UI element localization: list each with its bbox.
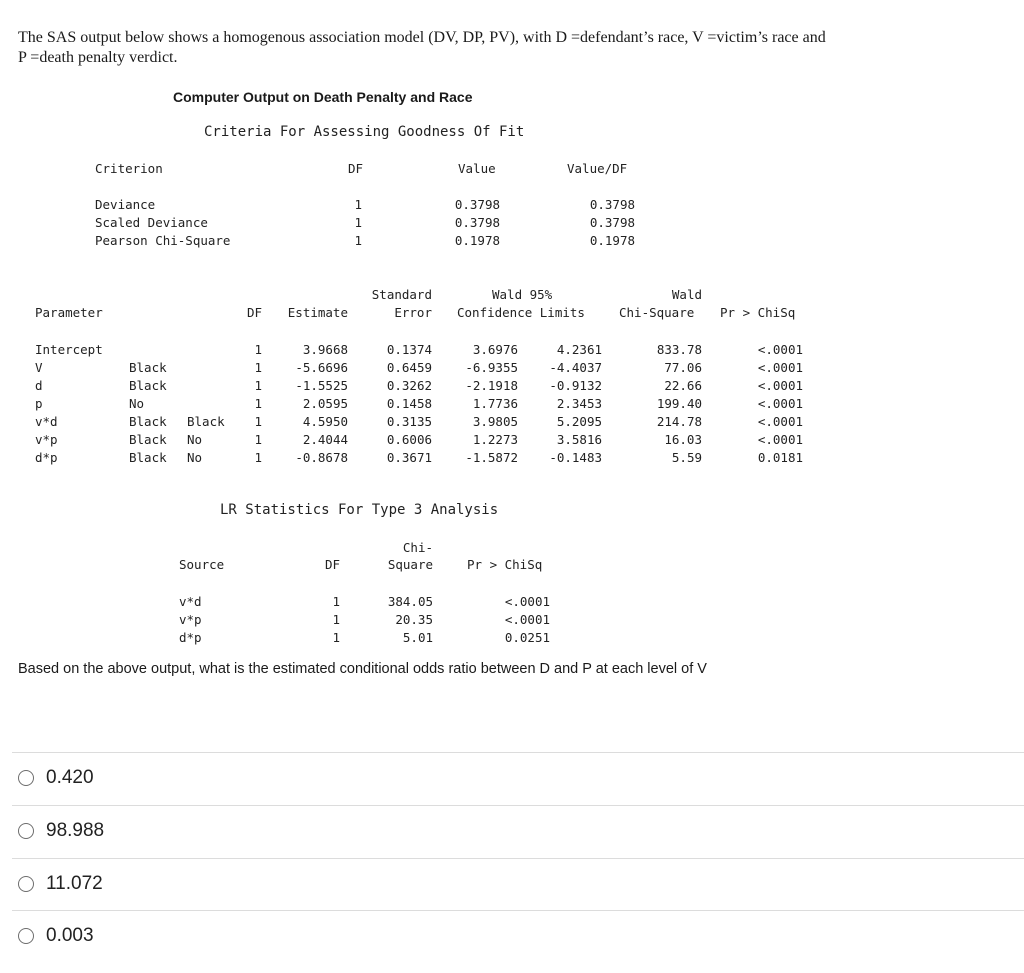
param-name: Intercept: [35, 342, 103, 357]
param-upper-cl: 5.2095: [556, 414, 602, 429]
lr-source: d*p: [179, 630, 202, 645]
param-upper-cl: -0.1483: [549, 450, 602, 465]
param-estimate: -0.8678: [295, 450, 348, 465]
param-upper-cl: 4.2361: [556, 342, 602, 357]
param-upper-cl: -4.4037: [549, 360, 602, 375]
output-title: Computer Output on Death Penalty and Race: [173, 89, 473, 105]
param-std-error: 0.6006: [386, 432, 432, 447]
gof-value-df: 0.3798: [589, 197, 635, 212]
param-name: d*p: [35, 450, 58, 465]
gof-header-value-df: Value/DF: [567, 161, 628, 176]
param-level-1: Black: [129, 414, 167, 429]
divider: [12, 752, 1024, 753]
param-std-error: 0.3671: [386, 450, 432, 465]
lr-header-prchisq: Pr > ChiSq: [467, 557, 543, 572]
answer-option-1[interactable]: [18, 763, 94, 793]
param-std-error: 0.3262: [386, 378, 432, 393]
gof-title: Criteria For Assessing Goodness Of Fit: [204, 124, 525, 140]
divider: [12, 858, 1024, 859]
answer-option-2[interactable]: [18, 816, 104, 846]
gof-header-df: DF: [348, 161, 364, 176]
param-header-error: Error: [394, 305, 432, 320]
param-upper-cl: 3.5816: [556, 432, 602, 447]
param-lower-cl: 3.9805: [472, 414, 518, 429]
param-std-error: 0.1458: [386, 396, 432, 411]
param-lower-cl: -6.9355: [465, 360, 518, 375]
param-chisquare: 214.78: [656, 414, 702, 429]
param-header-prchisq: Pr > ChiSq: [720, 305, 796, 320]
param-prchisq: 0.0181: [757, 450, 803, 465]
radio-icon[interactable]: [18, 876, 34, 892]
param-name: p: [35, 396, 43, 411]
answer-option-label: 0.420: [46, 767, 94, 788]
param-df: 1: [254, 396, 262, 411]
lr-source: v*d: [179, 594, 202, 609]
radio-icon[interactable]: [18, 823, 34, 839]
param-prchisq: <.0001: [757, 432, 803, 447]
lr-chisquare: 5.01: [402, 630, 433, 645]
lr-header-square: Square: [387, 557, 433, 572]
answer-option-label: 11.072: [46, 873, 103, 894]
answer-option-4[interactable]: [18, 921, 94, 951]
param-level-2: Black: [187, 414, 225, 429]
gof-df: 1: [354, 233, 362, 248]
gof-df: 1: [354, 197, 362, 212]
intro-line-2: P =death penalty verdict.: [18, 49, 178, 66]
lr-df: 1: [332, 594, 340, 609]
gof-value: 0.1978: [454, 233, 500, 248]
param-df: 1: [254, 378, 262, 393]
param-name: v*p: [35, 432, 58, 447]
param-name: d: [35, 378, 43, 393]
lr-df: 1: [332, 630, 340, 645]
intro-line-1: The SAS output below shows a homogenous association model (DV, DP, PV), with D =defendant’s race, V =victim’s race and: [18, 29, 826, 46]
param-level-1: Black: [129, 378, 167, 393]
param-header-df: DF: [246, 305, 262, 320]
lr-prchisq: 0.0251: [504, 630, 550, 645]
param-prchisq: <.0001: [757, 378, 803, 393]
lr-header-source: Source: [179, 557, 225, 572]
radio-icon[interactable]: [18, 770, 34, 786]
param-df: 1: [254, 360, 262, 375]
gof-value: 0.3798: [454, 215, 500, 230]
gof-header-criterion: Criterion: [95, 161, 163, 176]
param-lower-cl: -1.5872: [465, 450, 518, 465]
param-prchisq: <.0001: [757, 360, 803, 375]
param-chisquare: 199.40: [656, 396, 702, 411]
param-lower-cl: 1.2273: [472, 432, 518, 447]
lr-df: 1: [332, 612, 340, 627]
lr-header-chi: Chi-: [402, 540, 433, 555]
param-estimate: -1.5525: [295, 378, 348, 393]
answer-option-label: 98.988: [46, 820, 105, 841]
gof-criterion: Pearson Chi-Square: [95, 233, 231, 248]
param-std-error: 0.6459: [386, 360, 432, 375]
lr-chisquare: 384.05: [387, 594, 433, 609]
lr-chisquare: 20.35: [395, 612, 433, 627]
param-df: 1: [254, 432, 262, 447]
answer-option-label: 0.003: [46, 925, 94, 946]
param-lower-cl: 1.7736: [472, 396, 518, 411]
param-prchisq: <.0001: [757, 414, 803, 429]
param-header-estimate: Estimate: [287, 305, 348, 320]
question-text: Based on the above output, what is the estimated conditional odds ratio between D and P at each level of V: [18, 661, 707, 677]
param-chisquare: 77.06: [664, 360, 702, 375]
gof-value-df: 0.1978: [589, 233, 635, 248]
param-estimate: 3.9668: [302, 342, 348, 357]
param-df: 1: [254, 450, 262, 465]
param-prchisq: <.0001: [757, 342, 803, 357]
param-header-parameter: Parameter: [35, 305, 103, 320]
lr-prchisq: <.0001: [504, 594, 550, 609]
param-estimate: 2.4044: [302, 432, 348, 447]
gof-value: 0.3798: [454, 197, 500, 212]
param-level-1: Black: [129, 360, 167, 375]
gof-value-df: 0.3798: [589, 215, 635, 230]
gof-df: 1: [354, 215, 362, 230]
divider: [12, 805, 1024, 806]
param-chisquare: 833.78: [656, 342, 702, 357]
param-std-error: 0.1374: [386, 342, 432, 357]
lr-source: v*p: [179, 612, 202, 627]
param-header-chisquare: Chi-Square: [619, 305, 695, 320]
param-level-2: No: [187, 450, 203, 465]
param-estimate: -5.6696: [295, 360, 348, 375]
divider: [12, 910, 1024, 911]
param-header-standard: Standard: [371, 287, 432, 302]
gof-criterion: Scaled Deviance: [95, 215, 208, 230]
gof-header-value: Value: [458, 161, 496, 176]
param-df: 1: [254, 414, 262, 429]
answer-option-3[interactable]: [18, 869, 103, 899]
param-lower-cl: -2.1918: [465, 378, 518, 393]
param-std-error: 0.3135: [386, 414, 432, 429]
param-chisquare: 22.66: [664, 378, 702, 393]
param-header-wald: Wald: [671, 287, 702, 302]
param-level-1: Black: [129, 432, 167, 447]
param-level-1: No: [129, 396, 145, 411]
param-upper-cl: 2.3453: [556, 396, 602, 411]
lr-prchisq: <.0001: [504, 612, 550, 627]
param-name: V: [35, 360, 43, 375]
gof-criterion: Deviance: [95, 197, 156, 212]
lr-header-df: DF: [324, 557, 340, 572]
param-upper-cl: -0.9132: [549, 378, 602, 393]
param-name: v*d: [35, 414, 58, 429]
param-header-wald95: Wald 95%: [492, 287, 553, 302]
param-prchisq: <.0001: [757, 396, 803, 411]
param-header-confidence: Confidence Limits: [457, 305, 585, 320]
radio-icon[interactable]: [18, 928, 34, 944]
param-estimate: 2.0595: [302, 396, 348, 411]
lr-title: LR Statistics For Type 3 Analysis: [220, 502, 499, 518]
param-df: 1: [254, 342, 262, 357]
param-chisquare: 5.59: [671, 450, 702, 465]
param-level-1: Black: [129, 450, 167, 465]
param-lower-cl: 3.6976: [472, 342, 518, 357]
param-estimate: 4.5950: [302, 414, 348, 429]
param-level-2: No: [187, 432, 203, 447]
param-chisquare: 16.03: [664, 432, 702, 447]
